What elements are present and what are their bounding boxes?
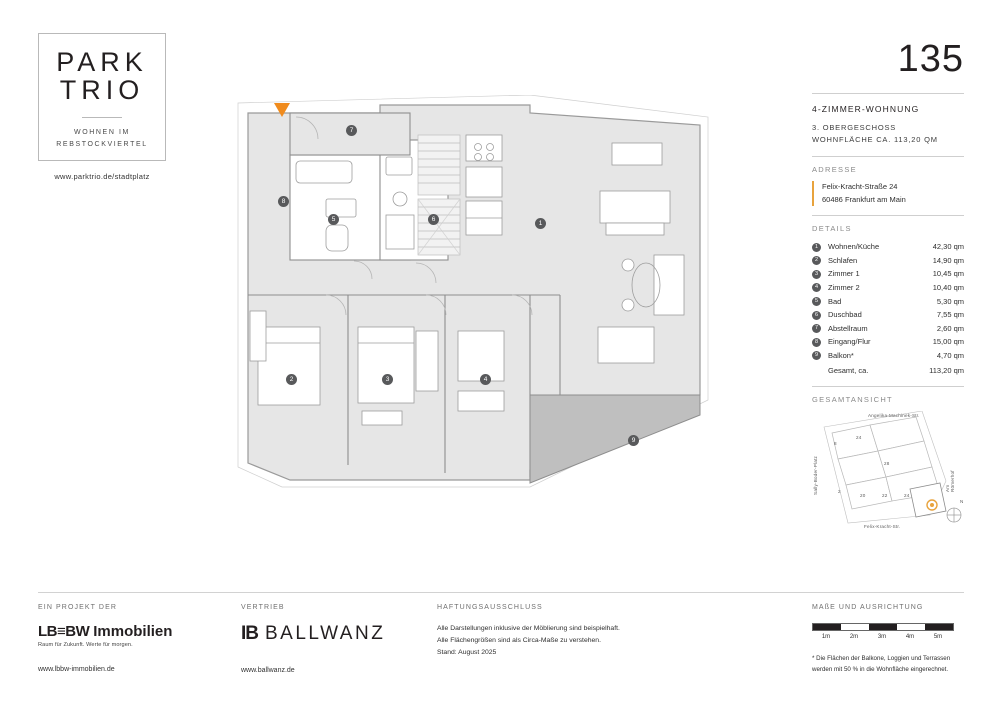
disclaimer-title: HAFTUNGSAUSSCHLUSS: [437, 604, 543, 611]
address-section-title: ADRESSE: [812, 164, 857, 174]
room-number-5: 5: [328, 214, 339, 225]
north-indicator: N: [960, 499, 964, 505]
detail-row-5: [812, 295, 964, 309]
detail-name-7: Abstellraum: [828, 323, 868, 333]
detail-bullet-2: 2: [812, 256, 821, 265]
overview-block-24b: 24: [904, 493, 910, 499]
ballwanz-logo: [241, 623, 431, 645]
detail-bullet-7: 7: [812, 324, 821, 333]
detail-value-8: 15,00 qm: [932, 337, 964, 347]
lbbw-logo-mark: LB≡BW: [38, 623, 90, 640]
overview-street-right: Am Römerhof: [945, 470, 955, 493]
detail-value-4: 10,40 qm: [932, 283, 964, 293]
divider-1: [812, 93, 964, 94]
detail-name-3: Zimmer 1: [828, 269, 860, 279]
overview-street-top: Angelika-Machinek-Str.: [868, 413, 920, 419]
overview-block-28: 28: [884, 461, 890, 467]
ballwanz-logo-mark: IB: [241, 623, 258, 644]
detail-row-6: [812, 308, 964, 322]
footer-sales-title: VERTRIEB: [241, 604, 285, 611]
overview-street-bottom: Felix-Kracht-Str.: [864, 524, 901, 530]
overview-block-24a: 24: [856, 435, 862, 441]
floorplan-drawing: [230, 95, 790, 515]
detail-total-name: Gesamt, ca.: [828, 365, 869, 375]
lbbw-claim: Raum für Zukunft. Werte für morgen.: [38, 642, 133, 648]
divider-4: [812, 386, 964, 387]
scale-title: MAßE UND AUSRICHTUNG: [812, 604, 924, 611]
address-city: 60486 Frankfurt am Main: [822, 194, 906, 204]
scale-tick-3: 3m: [877, 634, 887, 640]
scale-bar-widget: [812, 623, 972, 640]
detail-bullet-1: 1: [812, 243, 821, 252]
footer-sales-column: [241, 604, 431, 674]
lbbw-website-link[interactable]: www.lbbw-immobilien.de: [38, 666, 115, 673]
brand-website-link[interactable]: www.parktrio.de/stadtplatz: [54, 172, 150, 182]
scale-tick-1: 1m: [821, 634, 831, 640]
stair-shaft: [418, 135, 460, 255]
details-section-title: DETAILS: [812, 224, 852, 234]
overview-block-22: 22: [882, 493, 888, 499]
disclaimer-line-3: Stand: August 2025: [437, 648, 497, 656]
detail-bullet-5: 5: [812, 297, 821, 306]
detail-bullet-3: 3: [812, 270, 821, 279]
detail-row-7: [812, 322, 964, 336]
brand-logo-box: [38, 33, 166, 161]
scale-segment-5: [925, 624, 953, 630]
detail-value-5: 5,30 qm: [936, 296, 964, 306]
overview-block-2: 2: [838, 489, 841, 495]
scale-ticks: [812, 634, 952, 640]
address-accent-bar: [812, 181, 814, 207]
detail-value-2: 14,90 qm: [932, 255, 964, 265]
room-number-7: 7: [346, 125, 357, 136]
address-block: [812, 181, 964, 207]
detail-value-6: 7,55 qm: [936, 310, 964, 320]
divider-3: [812, 215, 964, 216]
detail-value-7: 2,60 qm: [936, 323, 964, 333]
unit-type: 4-ZIMMER-WOHNUNG: [812, 104, 920, 114]
detail-name-2: Schlafen: [828, 255, 858, 265]
detail-name-1: Wohnen/Küche: [828, 242, 880, 252]
room-number-9: 9: [628, 435, 639, 446]
detail-bullet-8: 8: [812, 338, 821, 347]
brand-subtitle-line2: REBSTOCKVIERTEL: [56, 140, 148, 148]
divider-2: [812, 156, 964, 157]
unit-number: 135: [897, 38, 964, 80]
detail-row-8: [812, 335, 964, 349]
footer-scale-column: [812, 604, 972, 675]
room-number-3: 3: [382, 374, 393, 385]
lbbw-logo-name: Immobilien: [93, 623, 173, 640]
ballwanz-website-link[interactable]: www.ballwanz.de: [241, 667, 295, 674]
detail-row-3: [812, 267, 964, 281]
ballwanz-logo-name: BALLWANZ: [265, 623, 386, 644]
room-number-1: 1: [535, 218, 546, 229]
detail-value-1: 42,30 qm: [932, 242, 964, 252]
unit-floor: 3. OBERGESCHOSS: [812, 123, 897, 132]
lbbw-logo: [38, 623, 218, 648]
footer-disclaimer-column: [437, 604, 767, 659]
detail-total-value: 113,20 qm: [929, 365, 964, 375]
brand-subtitle-line1: WOHNEN IM: [73, 128, 130, 136]
detail-value-3: 10,45 qm: [932, 269, 964, 279]
address-street: Felix-Kracht-Straße 24: [822, 181, 898, 191]
balcony-note-line-1: * Die Flächen der Balkone, Loggien und Terrassen: [812, 655, 951, 662]
scale-segment-2: [841, 624, 869, 630]
detail-row-9: [812, 349, 964, 363]
detail-bullet-9: 9: [812, 351, 821, 360]
detail-name-5: Bad: [828, 296, 842, 306]
detail-name-8: Eingang/Flur: [828, 337, 871, 347]
unit-info-panel: [812, 40, 964, 541]
brand-divider: [82, 117, 122, 118]
scale-bar: [812, 623, 954, 631]
brand-block: [38, 33, 166, 181]
details-list: [812, 240, 964, 377]
overview-block-8: 8: [834, 441, 837, 447]
detail-name-9: Balkon*: [828, 350, 854, 360]
scale-tick-4: 4m: [905, 634, 915, 640]
detail-row-1: [812, 240, 964, 254]
scale-tick-2: 2m: [849, 634, 859, 640]
unit-living-area: WOHNFLÄCHE CA. 113,20 QM: [812, 135, 938, 145]
site-overview-map: [812, 411, 964, 541]
scale-segment-1: [813, 624, 841, 630]
room-number-2: 2: [286, 374, 297, 385]
detail-bullet-4: 4: [812, 283, 821, 292]
footer-project-column: [38, 604, 218, 673]
overview-street-left: Sally-Boder-Platz: [812, 456, 818, 496]
detail-value-9: 4,70 qm: [936, 350, 964, 360]
disclaimer-line-1: Alle Darstellungen inklusive der Möblierung sind beispielhaft.: [437, 625, 620, 632]
detail-bullet-6: 6: [812, 311, 821, 320]
kitchen-furniture: [466, 135, 502, 235]
room-number-8: 8: [278, 196, 289, 207]
floorplan-svg: [230, 95, 790, 515]
overview-block-20: 20: [860, 493, 866, 499]
overview-section-title: GESAMTANSICHT: [812, 395, 893, 405]
detail-row-2: [812, 254, 964, 268]
brand-title-trio: TRIO: [59, 75, 145, 106]
room-number-6: 6: [428, 214, 439, 225]
scale-segment-4: [897, 624, 925, 630]
detail-name-4: Zimmer 2: [828, 283, 860, 293]
room-number-4: 4: [480, 374, 491, 385]
balcony-note-line-2: werden mit 50 % in die Wohnfläche eingerechnet.: [812, 665, 949, 673]
scale-segment-3: [869, 624, 897, 630]
footer-divider: [38, 592, 964, 593]
brand-title-park: PARK: [56, 47, 148, 77]
detail-row-4: [812, 281, 964, 295]
detail-name-6: Duschbad: [828, 310, 862, 320]
footer-project-title: EIN PROJEKT DER: [38, 604, 117, 611]
detail-row-total: [812, 364, 964, 378]
balcony-area: [530, 395, 700, 483]
site-overview-svg: [812, 411, 964, 541]
scale-tick-5: 5m: [933, 634, 943, 640]
disclaimer-line-2: Alle Flächengrößen sind als Circa-Maße zu verstehen.: [437, 636, 601, 644]
